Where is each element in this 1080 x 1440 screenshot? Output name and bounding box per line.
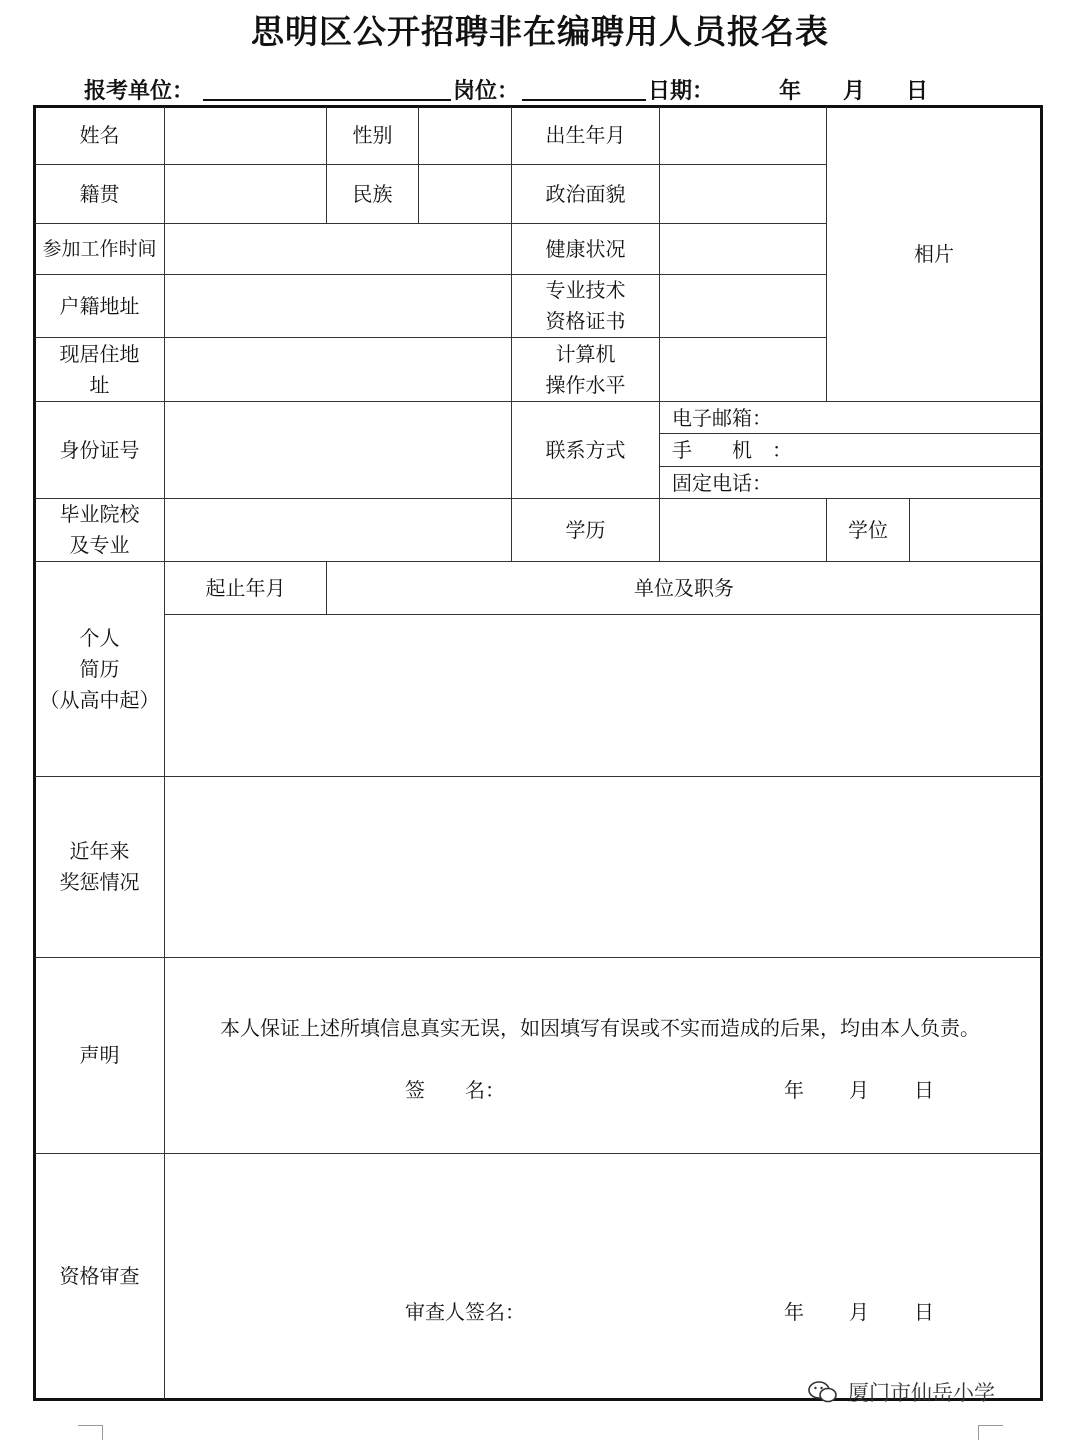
current-address-field[interactable] xyxy=(165,338,511,401)
gender-label: 性别 xyxy=(352,123,393,147)
resume-label: 个人 简历 （从高中起） xyxy=(39,625,160,712)
work-start-field[interactable] xyxy=(165,224,511,274)
education-field[interactable] xyxy=(660,499,826,561)
watermark-text: 厦门市仙岳小学 xyxy=(848,1381,995,1405)
email-field[interactable]: 电子邮箱： xyxy=(672,405,772,430)
gender-field[interactable] xyxy=(419,107,511,164)
awards-field[interactable] xyxy=(165,777,1041,957)
sign-day: 日 xyxy=(914,1078,934,1102)
name-field[interactable] xyxy=(165,107,326,164)
unit-label: 报考单位： xyxy=(84,79,195,104)
review-day: 日 xyxy=(914,1300,934,1324)
declaration-text: 本人保证上述所填信息真实无误，如因填写有误或不实而造成的后果，均由本人负责。 xyxy=(220,1016,980,1040)
name-label: 姓名 xyxy=(79,123,120,147)
page-corner-mark xyxy=(78,1425,103,1440)
qualification-cert-label: 专业技术 资格证书 xyxy=(545,278,626,333)
post-blank[interactable] xyxy=(522,99,646,101)
photo-box[interactable]: 相片 xyxy=(914,241,954,266)
declaration-label: 声明 xyxy=(79,1043,120,1067)
wechat-icon xyxy=(808,1381,838,1403)
sign-year: 年 xyxy=(784,1078,804,1102)
health-label: 健康状况 xyxy=(545,236,626,261)
household-address-label: 户籍地址 xyxy=(59,293,140,318)
birth-label: 出生年月 xyxy=(545,123,626,147)
qualification-cert-field[interactable] xyxy=(660,275,826,337)
date-day: 日 xyxy=(906,79,929,104)
review-label: 资格审查 xyxy=(59,1264,140,1288)
resume-field[interactable] xyxy=(165,615,1041,776)
mobile-field[interactable]: 手 机 ： xyxy=(672,438,792,462)
work-start-label: 参加工作时间 xyxy=(42,237,157,260)
ethnicity-label: 民族 xyxy=(352,181,393,206)
ethnicity-field[interactable] xyxy=(419,165,511,223)
birth-field[interactable] xyxy=(660,107,826,164)
unit-blank[interactable] xyxy=(203,99,451,101)
id-number-label: 身份证号 xyxy=(59,437,140,462)
education-label: 学历 xyxy=(565,517,606,542)
awards-label: 近年来 奖惩情况 xyxy=(59,839,140,894)
household-address-field[interactable] xyxy=(165,275,511,337)
contact-label: 联系方式 xyxy=(545,437,626,462)
health-field[interactable] xyxy=(660,224,826,274)
row-divider xyxy=(35,1153,1041,1154)
degree-field[interactable] xyxy=(910,499,1041,561)
date-label: 日期： xyxy=(648,79,715,104)
sign-field[interactable] xyxy=(520,1070,760,1110)
page-corner-mark xyxy=(978,1425,1003,1440)
reviewer-sign-field[interactable] xyxy=(530,1292,760,1332)
review-year: 年 xyxy=(784,1300,804,1324)
sign-month: 月 xyxy=(849,1078,869,1102)
post-label: 岗位： xyxy=(453,79,520,104)
degree-label: 学位 xyxy=(848,517,888,542)
school-major-field[interactable] xyxy=(165,499,511,561)
resume-unit-header: 单位及职务 xyxy=(634,575,734,600)
sign-label: 签 名： xyxy=(405,1078,505,1102)
form-title: 思明区公开招聘非在编聘用人员报名表 xyxy=(251,12,829,51)
computer-level-label: 计算机 操作水平 xyxy=(545,341,626,397)
id-number-field[interactable] xyxy=(165,402,511,498)
watermark xyxy=(808,1376,995,1408)
review-month: 月 xyxy=(849,1300,869,1324)
date-year: 年 xyxy=(779,79,802,104)
landline-field[interactable]: 固定电话： xyxy=(672,470,772,495)
current-address-label: 现居住地 址 xyxy=(59,341,140,397)
native-place-field[interactable] xyxy=(165,165,326,223)
reviewer-sign-label: 审查人签名： xyxy=(405,1300,525,1324)
native-place-label: 籍贯 xyxy=(79,181,120,206)
political-status-field[interactable] xyxy=(660,165,826,223)
school-major-label: 毕业院校 及专业 xyxy=(59,502,140,557)
political-status-label: 政治面貌 xyxy=(545,181,626,206)
computer-level-field[interactable] xyxy=(660,338,826,401)
date-month: 月 xyxy=(843,79,866,104)
row-divider xyxy=(35,957,1041,958)
resume-period-header: 起止年月 xyxy=(205,575,286,600)
